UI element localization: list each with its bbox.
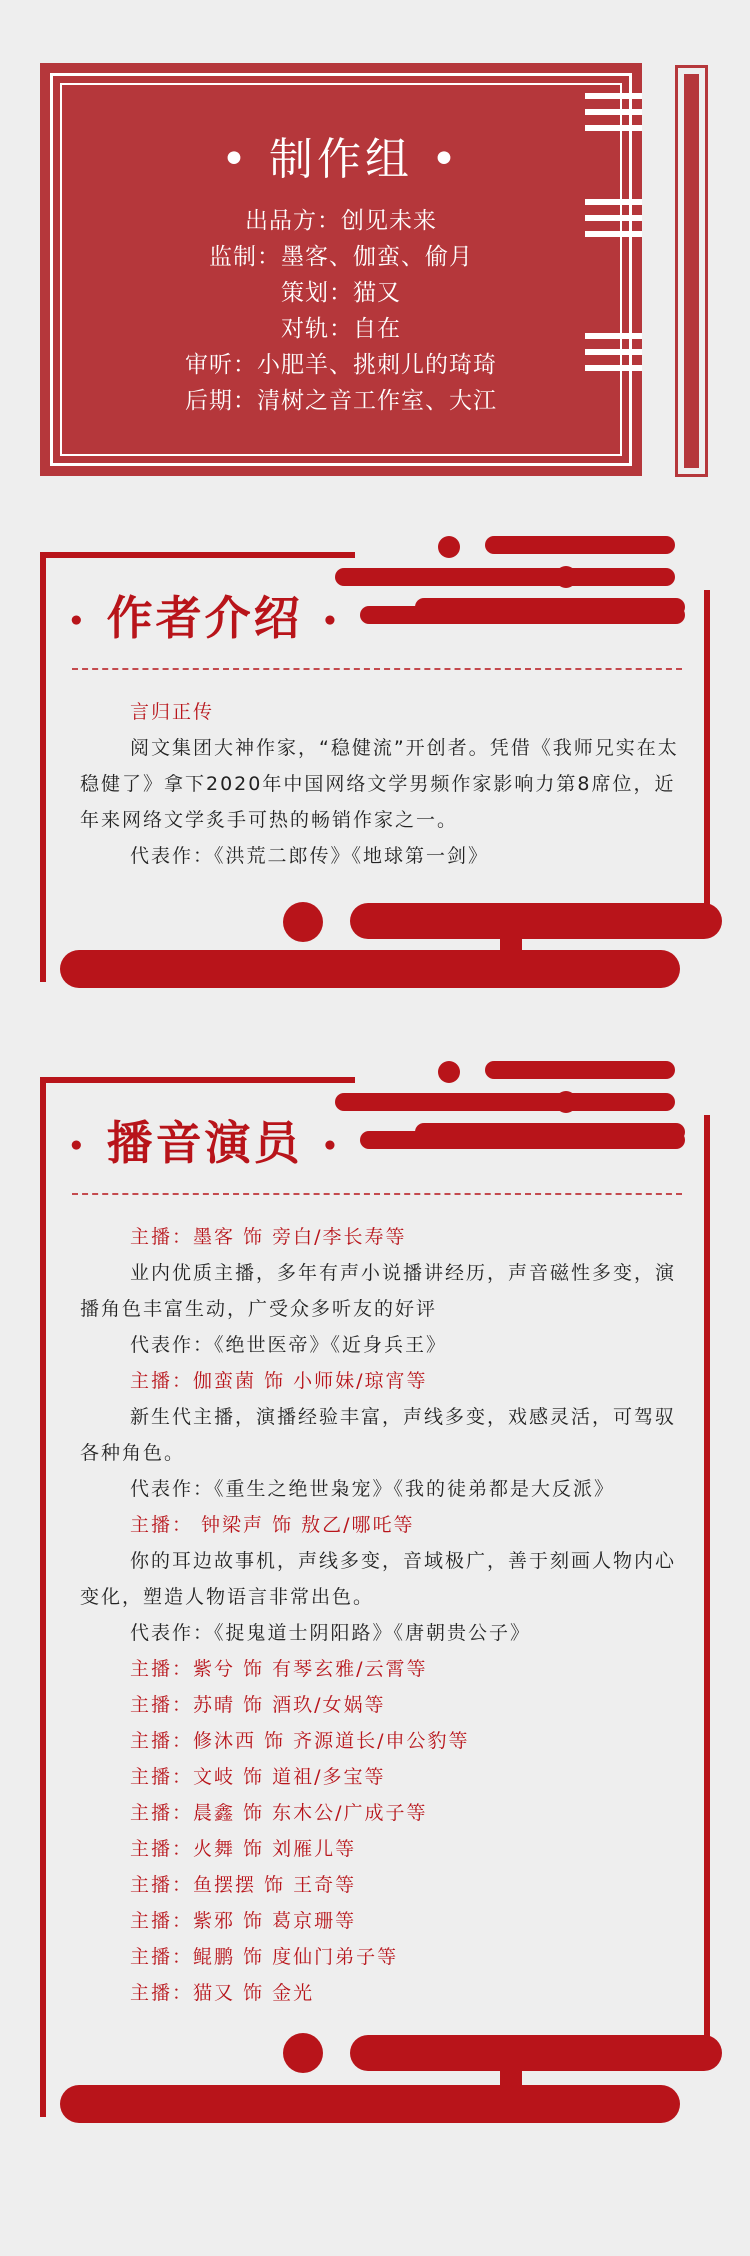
cast-role: 主播：火舞 饰 刘雁儿等 [130, 1838, 357, 1860]
author-divider [72, 668, 682, 670]
cast-role: 主播：文岐 饰 道祖/多宝等 [130, 1766, 386, 1788]
cast-section [0, 1055, 750, 2135]
author-info [80, 694, 685, 874]
production-title: • 制作组 • [221, 134, 461, 185]
cast-role: 主播：晨鑫 饰 东木公/广成子等 [130, 1802, 428, 1824]
credit-line: 策划：猫又 [281, 280, 401, 306]
credit-line: 监制：墨客、伽蛮、偷月 [209, 244, 473, 270]
cast-works: 代表作：《捉鬼道士阴阳路》《唐朝贵公子》 [130, 1622, 532, 1644]
cast-heading [68, 1107, 341, 1173]
author-section [0, 530, 750, 1000]
production-credits [40, 203, 642, 419]
credit-line: 后期：清树之音工作室、大江 [185, 388, 497, 414]
cast-role: 主播：苏晴 饰 酒玖/女娲等 [130, 1694, 386, 1716]
credit-line: 对轨：自在 [281, 316, 401, 342]
cast-divider [72, 1193, 682, 1195]
cast-role: 主播： 钟梁声 饰 敖乙/哪吒等 [130, 1514, 415, 1536]
heading-dot: • [321, 606, 342, 637]
cast-role: 主播：墨客 饰 旁白/李长寿等 [130, 1226, 407, 1248]
cast-role: 主播：伽蛮菌 饰 小师妹/琼宵等 [130, 1370, 428, 1392]
credit-line: 出品方：创见未来 [245, 208, 437, 234]
cast-title: 播音演员 [106, 1116, 303, 1170]
production-side-rail [675, 65, 708, 477]
cast-list [80, 1219, 685, 2011]
production-team-card [40, 63, 642, 476]
cast-role: 主播：修沐西 饰 齐源道长/申公豹等 [130, 1730, 470, 1752]
cast-bio: 业内优质主播，多年有声小说播讲经历，声音磁性多变，演播角色丰富生动，广受众多听友的好评 [80, 1262, 677, 1320]
cast-role: 主播：鱼摆摆 饰 王奇等 [130, 1874, 357, 1896]
heading-dot: • [321, 1131, 342, 1162]
credit-line: 审听：小肥羊、挑刺儿的琦琦 [185, 352, 497, 378]
cast-works: 代表作：《重生之绝世枭宠》《我的徒弟都是大反派》 [130, 1478, 616, 1500]
cast-role: 主播：紫邪 饰 葛京珊等 [130, 1910, 357, 1932]
cast-role: 主播：鲲鹏 饰 度仙门弟子等 [130, 1946, 399, 1968]
cast-role: 主播：紫兮 饰 有琴玄雅/云霄等 [130, 1658, 428, 1680]
heading-dot: • [68, 1131, 88, 1162]
cast-role: 主播：猫又 饰 金光 [130, 1982, 315, 2004]
author-title: 作者介绍 [106, 591, 303, 645]
author-heading [68, 582, 341, 648]
author-bio: 阅文集团大神作家，“稳健流”开创者。凭借《我师兄实在太稳健了》拿下2020年中国网络文学男频作家影响力第8席位，近年来网络文学炙手可热的畅销作家之一。 [80, 737, 679, 831]
author-works: 代表作：《洪荒二郎传》《地球第一剑》 [130, 845, 490, 867]
cast-works: 代表作：《绝世医帝》《近身兵王》 [130, 1334, 448, 1356]
cast-bio: 新生代主播，演播经验丰富，声线多变，戏感灵活，可驾驭各种角色。 [80, 1406, 677, 1464]
heading-dot: • [68, 606, 88, 637]
cast-bio: 你的耳边故事机，声线多变，音域极广，善于刻画人物内心变化，塑造人物语言非常出色。 [80, 1550, 677, 1608]
author-name: 言归正传 [130, 701, 215, 723]
